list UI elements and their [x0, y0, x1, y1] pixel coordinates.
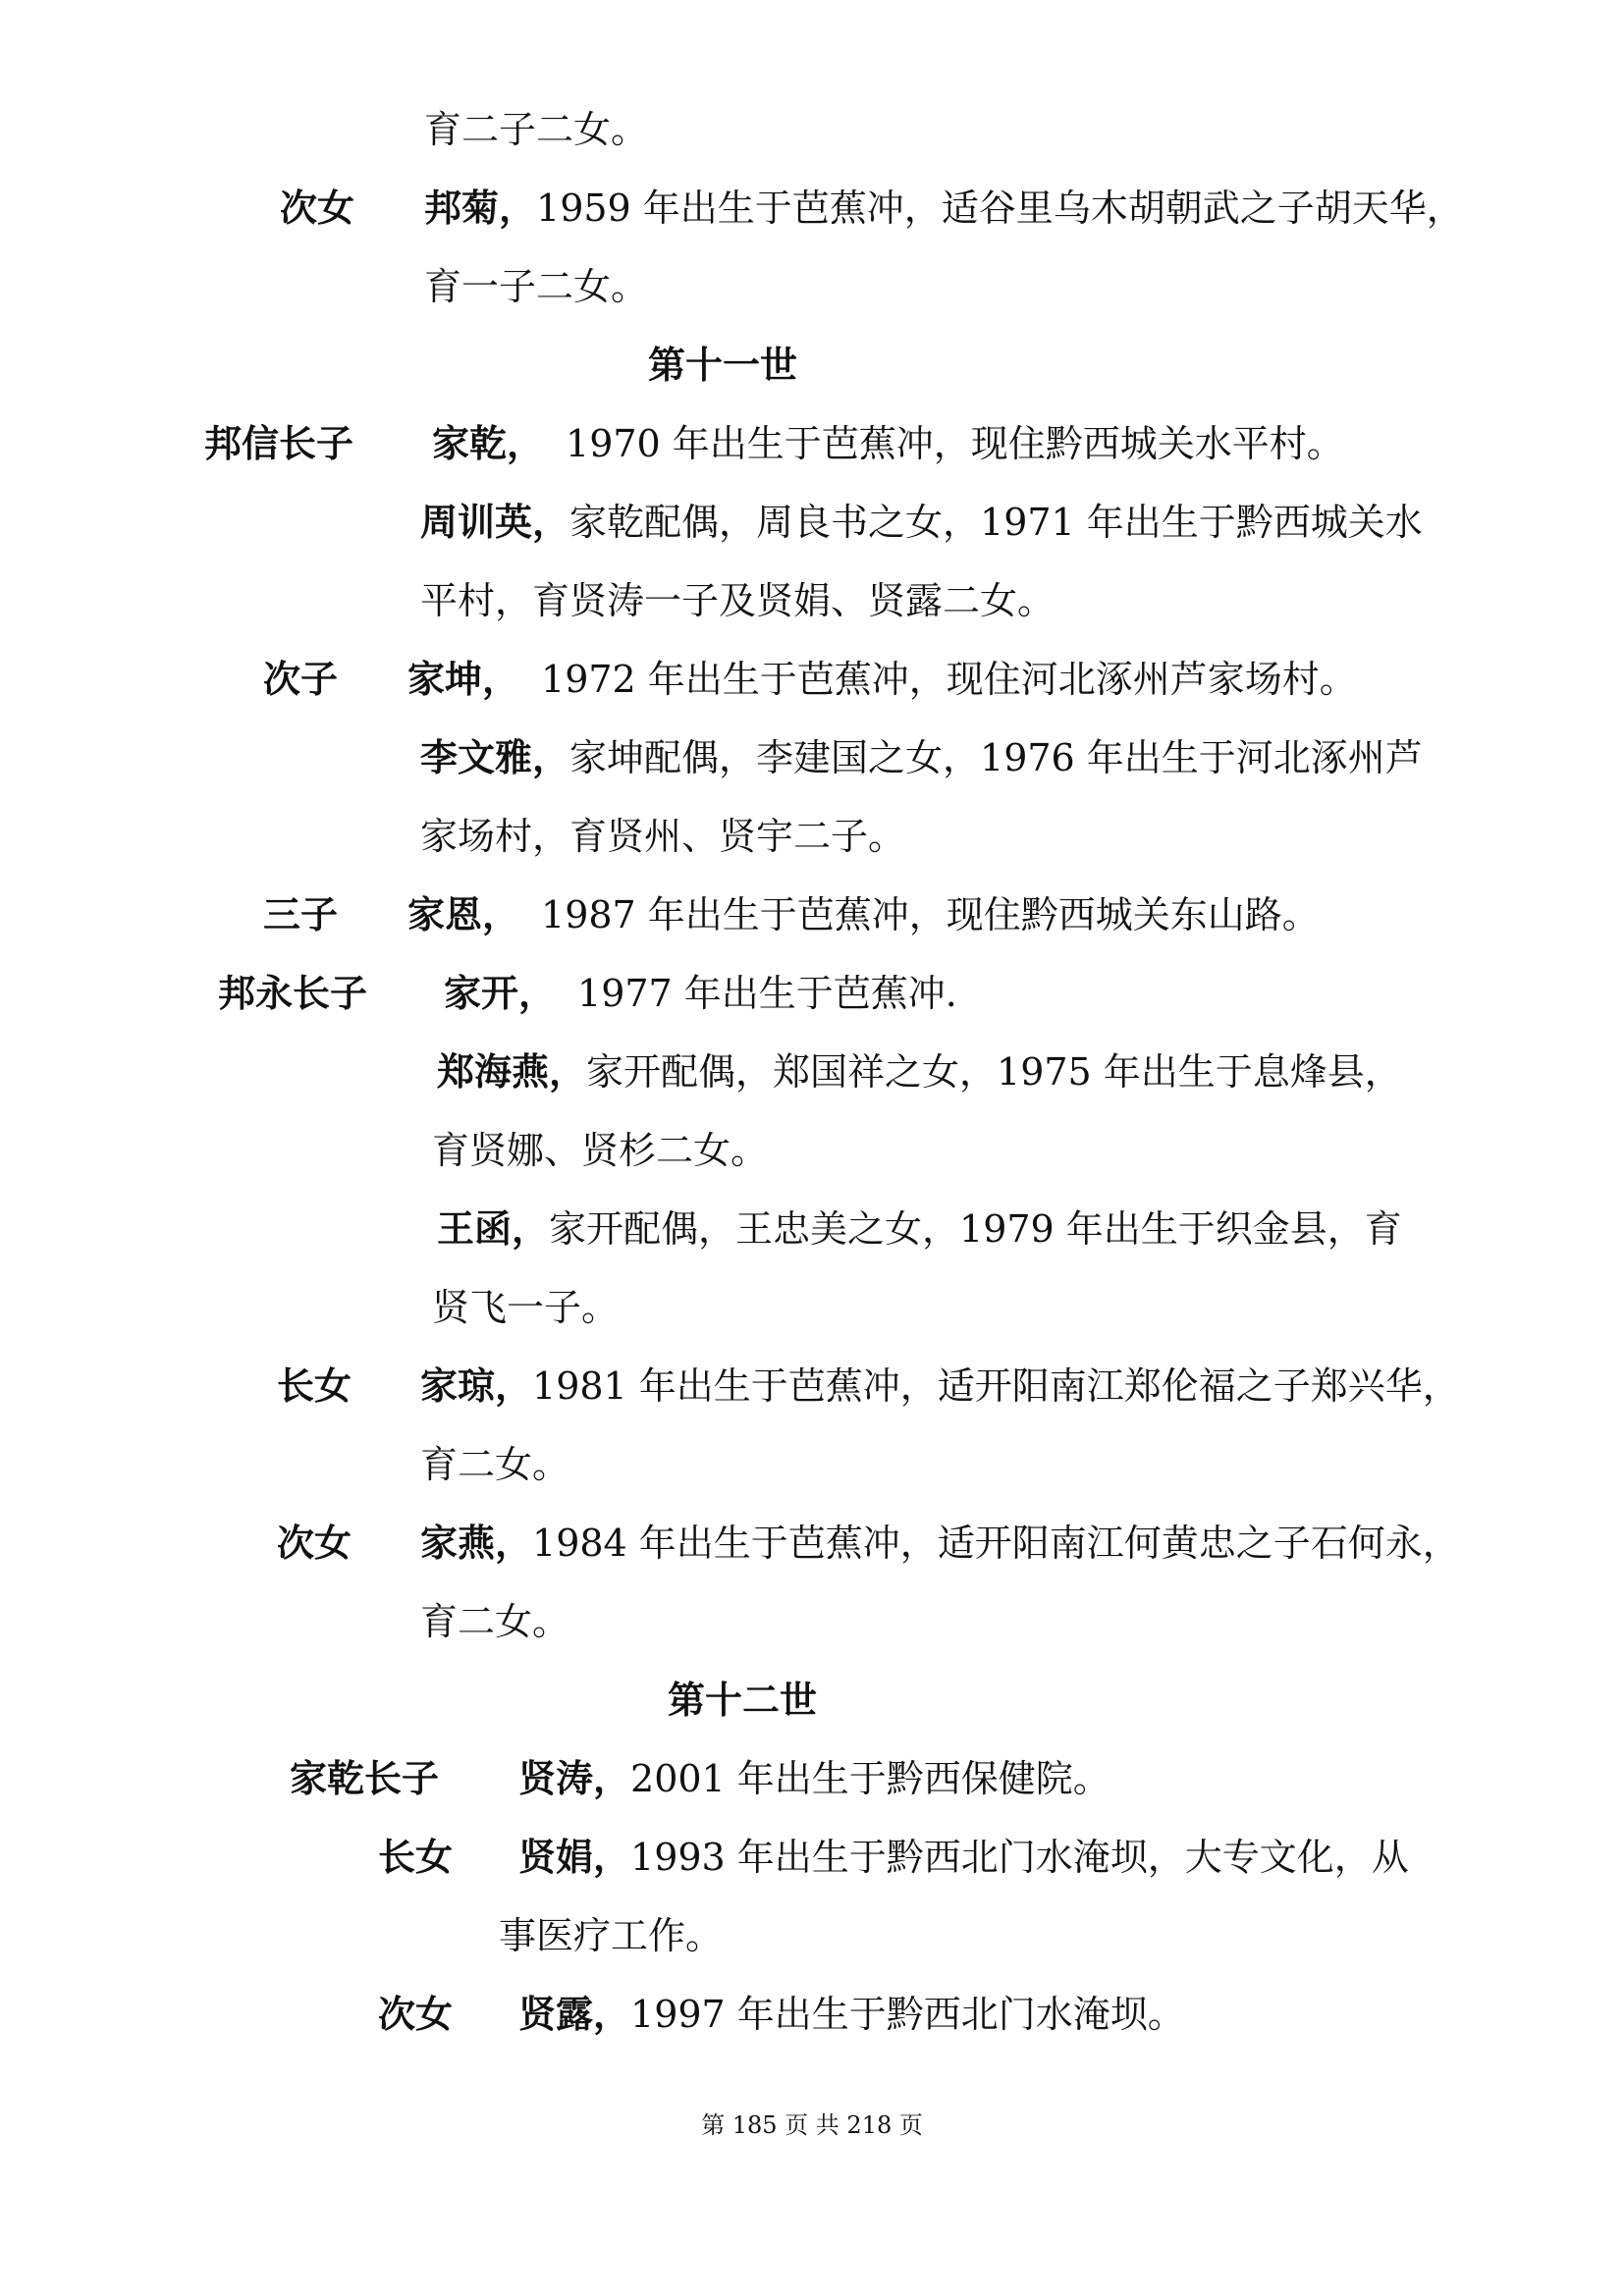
person-name: 邦菊， — [424, 186, 537, 230]
entry-line — [432, 420, 1344, 467]
generation-heading: 第十二世 — [668, 1678, 818, 1722]
entry-line — [424, 185, 1464, 232]
continuation-line: 育二女。 — [420, 1443, 570, 1486]
person-name: 家琼， — [420, 1363, 533, 1408]
entry-text: 1981 年出生于芭蕉冲，适开阳南江郑伦福之子郑兴华， — [532, 1364, 1460, 1408]
person-name: 家开， — [444, 971, 557, 1015]
person-name: 贤露， — [518, 1992, 631, 2036]
entry-line — [518, 1834, 1409, 1881]
entry-text: 1993 年出生于黔西北门水淹坝，大专文化，从 — [630, 1836, 1409, 1879]
page-number-footer: 第 185 页 共 218 页 — [701, 2111, 923, 2139]
entry-text: 1959 年出生于芭蕉冲，适谷里乌木胡朝武之子胡天华， — [536, 187, 1464, 230]
relation-label: 次子 — [263, 657, 339, 701]
person-name: 王函， — [437, 1206, 550, 1251]
entry-line — [420, 499, 1423, 546]
entry-text: 家坤配偶，李建国之女，1976 年出生于河北涿州芦 — [569, 736, 1423, 779]
relation-label: 次女 — [378, 1992, 454, 2036]
entry-line — [437, 1205, 1402, 1253]
person-name: 李文雅， — [420, 735, 570, 779]
continuation-line: 贤飞一子。 — [432, 1286, 620, 1329]
continuation-line: 育二子二女。 — [424, 108, 649, 151]
person-name: 贤涛， — [518, 1756, 631, 1800]
entry-line — [407, 656, 1357, 703]
relation-label: 次女 — [277, 1521, 352, 1565]
continuation-line: 育二女。 — [420, 1600, 570, 1643]
relation-label: 三子 — [263, 892, 339, 936]
entry-text: 1997 年出生于黔西北门水淹坝。 — [630, 1993, 1185, 2036]
entry-text: 家开配偶，郑国祥之女，1975 年出生于息烽县， — [586, 1050, 1402, 1094]
person-name: 家乾， — [432, 421, 545, 465]
entry-line — [407, 891, 1320, 938]
entry-text: 1970 年出生于芭蕉冲，现住黔西城关水平村。 — [566, 422, 1344, 465]
generation-heading: 第十一世 — [648, 343, 798, 387]
entry-text: 1972 年出生于芭蕉冲，现住河北涿州芦家场村。 — [541, 658, 1357, 701]
person-name: 家坤， — [407, 657, 520, 701]
entry-line — [420, 1362, 1460, 1410]
entry-line — [437, 1048, 1402, 1095]
entry-line — [518, 1991, 1185, 2038]
relation-label: 长女 — [277, 1363, 352, 1408]
entry-line — [420, 1520, 1460, 1567]
entry-line — [420, 734, 1423, 781]
relation-label: 次女 — [280, 186, 355, 230]
continuation-line: 育一子二女。 — [424, 265, 649, 308]
person-name: 家恩， — [407, 892, 520, 936]
continuation-line: 平村，育贤涛一子及贤娟、贤露二女。 — [420, 579, 1056, 622]
entry-text: 1987 年出生于芭蕉冲，现住黔西城关东山路。 — [541, 893, 1320, 936]
continuation-line: 事医疗工作。 — [499, 1914, 724, 1957]
person-name: 周训英， — [420, 500, 570, 544]
continuation-line: 育贤娜、贤杉二女。 — [432, 1129, 769, 1172]
entry-text: 1977 年出生于芭蕉冲. — [577, 972, 957, 1015]
entry-text: 2001 年出生于黔西保健院。 — [630, 1757, 1110, 1800]
relation-label: 邦永长子 — [218, 971, 368, 1015]
continuation-line: 家场村，育贤州、贤宇二子。 — [420, 815, 906, 858]
person-name: 家燕， — [420, 1521, 533, 1565]
relation-label: 长女 — [378, 1835, 454, 1879]
entry-line — [518, 1755, 1110, 1802]
entry-text: 家乾配偶，周良书之女，1971 年出生于黔西城关水 — [569, 501, 1423, 544]
relation-label: 邦信长子 — [204, 421, 354, 465]
person-name: 贤娟， — [518, 1835, 631, 1879]
entry-text: 1984 年出生于芭蕉冲，适开阳南江何黄忠之子石何永， — [532, 1522, 1460, 1565]
person-name: 郑海燕， — [437, 1049, 587, 1094]
entry-line — [444, 970, 957, 1017]
relation-label: 家乾长子 — [290, 1756, 440, 1800]
entry-text: 家开配偶，王忠美之女，1979 年出生于织金县，育 — [549, 1207, 1402, 1251]
